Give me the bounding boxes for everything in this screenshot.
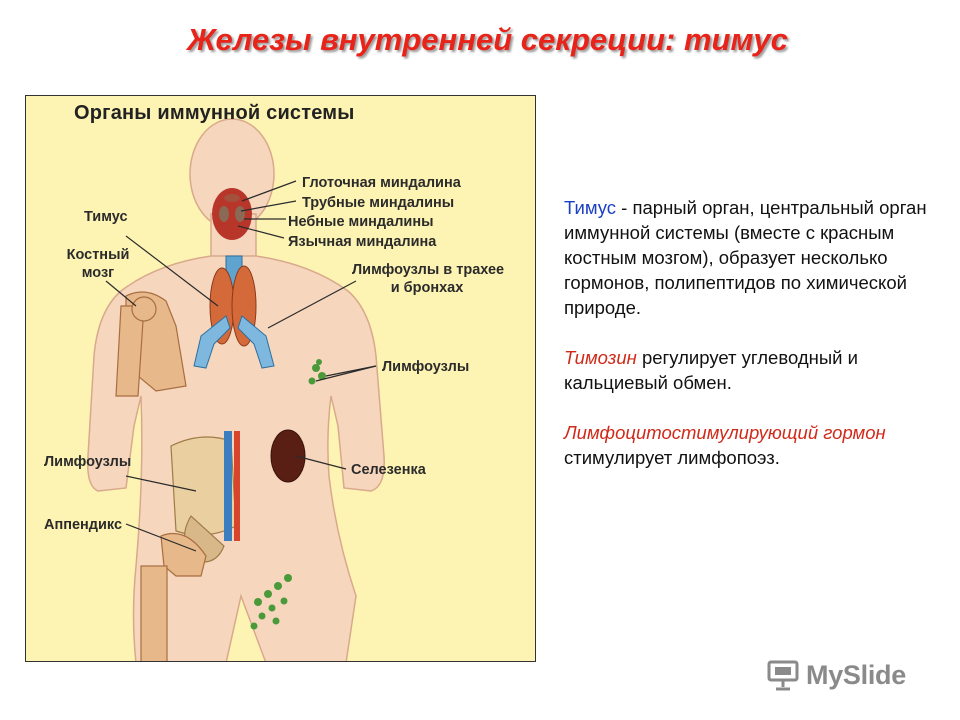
- label-bone-marrow: Костный мозг: [66, 247, 130, 281]
- thymus-description: - парный орган, центральный орган иммунной системы (вместе с красным костным мозгом), образует несколько гормонов, полипептидов по химической природе.: [564, 197, 927, 318]
- myslide-logo: [766, 655, 906, 695]
- description-text: [564, 195, 944, 495]
- label-trachea-lymph-nodes: Лимфоузлы в трахее и бронхах: [352, 262, 505, 296]
- label-spleen: Селезенка: [351, 462, 426, 478]
- spleen-organ: [271, 430, 305, 482]
- thymus-paragraph: [564, 195, 944, 320]
- abdominal-vessels: [224, 431, 240, 541]
- slide-title: Железы внутренней секреции: тимус: [187, 22, 788, 57]
- lymphocyte-hormone-description: стимулирует лимфопоэз.: [564, 447, 780, 468]
- term-thymus: Тимус: [564, 197, 617, 218]
- logo-text: MySlide: [806, 659, 906, 690]
- term-thymosin: Тимозин: [564, 347, 637, 368]
- label-pharyngeal-tonsil: Глоточная миндалина: [302, 175, 461, 191]
- label-lymph-nodes-axillary: Лимфоузлы: [382, 359, 470, 375]
- label-lymph-nodes-abdominal: Лимфоузлы: [44, 454, 132, 470]
- label-palatine-tonsils: Небные миндалины: [288, 214, 434, 230]
- figure-title: Органы иммунной системы: [74, 102, 355, 124]
- throat-tonsils: [212, 188, 252, 240]
- label-lingual-tonsil: Язычная миндалина: [288, 234, 437, 250]
- label-appendix: Аппендикс: [44, 517, 123, 533]
- lymphocyte-hormone-paragraph: [564, 420, 944, 470]
- thymosin-description: регулирует углеводный и кальциевый обмен.: [564, 347, 858, 393]
- label-thymus: Тимус: [84, 209, 128, 225]
- thymosin-paragraph: [564, 345, 944, 395]
- presentation-board-icon: [766, 658, 800, 692]
- label-tubal-tonsils: Трубные миндалины: [302, 195, 455, 211]
- term-lymphocyte-stimulating-hormone: Лимфоцитостимулирующий гормон: [564, 422, 886, 443]
- immune-system-figure: [25, 95, 536, 662]
